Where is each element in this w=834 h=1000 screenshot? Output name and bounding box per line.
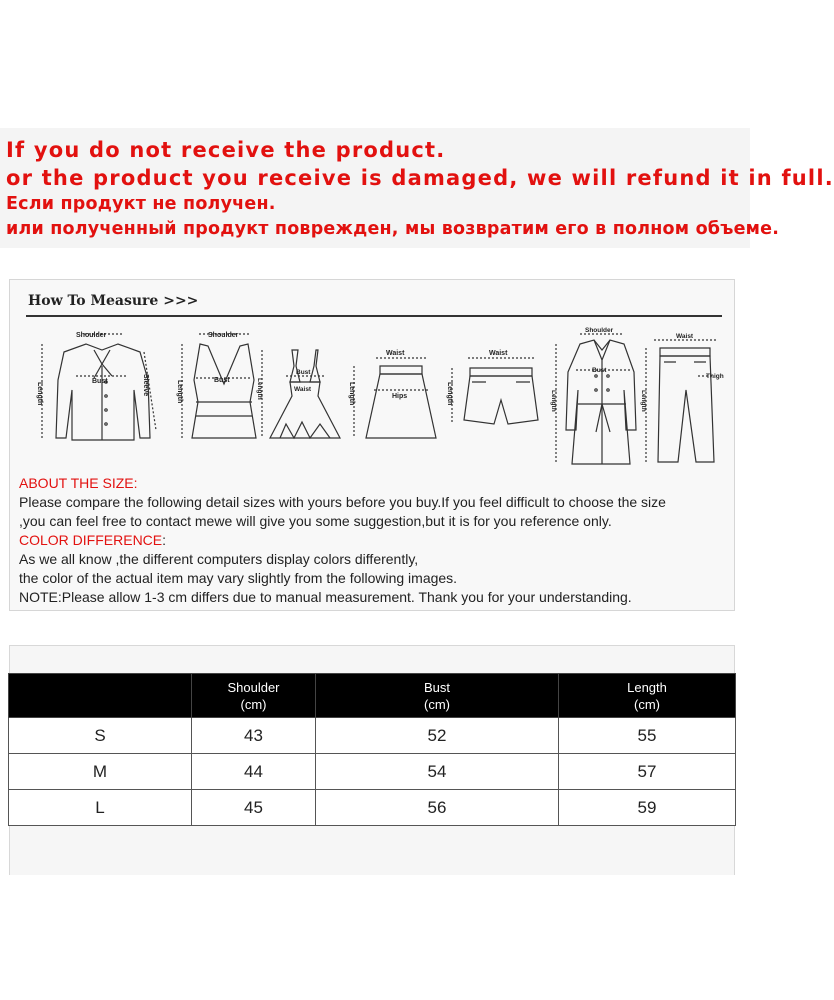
- refund-line-2: or the product you receive is damaged, we will refund it in full.: [6, 166, 834, 190]
- label-length-1: Length: [36, 382, 43, 406]
- label-shoulder-1: Shoulder: [76, 332, 107, 339]
- color-text-1: As we all know ,the different computers display colors differently,: [19, 551, 419, 567]
- about-size-heading: ABOUT THE SIZE:: [19, 475, 138, 491]
- size-cell: M: [9, 754, 192, 790]
- label-length-2: Length: [176, 380, 183, 404]
- label-hips-4: Hips: [392, 393, 408, 400]
- table-row: [9, 718, 736, 754]
- label-bust-2: Bust: [214, 377, 230, 384]
- label-length-3: Length: [256, 378, 263, 400]
- color-difference-colon: :: [162, 532, 167, 548]
- length-cell: 57: [559, 754, 736, 790]
- title-divider: [26, 315, 722, 317]
- top-figure: [182, 334, 256, 438]
- label-waist-5: Waist: [489, 350, 508, 357]
- label-shoulder-6: Shoulder: [585, 327, 614, 334]
- label-waist-7: Waist: [676, 333, 694, 340]
- trousers-figure: [646, 340, 716, 462]
- header-bust: Bust (cm): [316, 674, 559, 718]
- refund-notice: [0, 128, 834, 248]
- blouse-figure: [42, 334, 156, 440]
- label-waist-3: Waist: [294, 386, 312, 393]
- measurement-note: NOTE:Please allow 1-3 cm differs due to manual measurement. Thank you for your understanding.: [19, 589, 632, 605]
- label-thigh-7: Thigh: [706, 373, 724, 380]
- refund-line-1: If you do not receive the product.: [6, 138, 446, 162]
- size-table: [8, 673, 736, 826]
- bust-cell: 52: [316, 718, 559, 754]
- shorts-figure: [452, 358, 538, 424]
- header-size: [9, 674, 192, 718]
- table-row: [9, 754, 736, 790]
- header-length: Length (cm): [559, 674, 736, 718]
- shoulder-cell: 45: [192, 790, 316, 826]
- label-bust-3: Bust: [296, 369, 311, 376]
- label-length-4: Length: [348, 382, 355, 406]
- dress-figure: [262, 350, 340, 438]
- label-length-5: Length: [446, 382, 453, 406]
- shoulder-cell: 44: [192, 754, 316, 790]
- color-difference-label: COLOR DIFFERENCE: [19, 532, 163, 548]
- label-shoulder-2: Shoulder: [208, 332, 239, 339]
- about-size-text-2: ,you can feel free to contact mewe will give you some suggestion,but it is for you reference only.: [19, 513, 612, 529]
- about-size-text-1: Please compare the following detail sizes with yours before you buy.If you feel difficult to choose the size: [19, 494, 666, 510]
- header-shoulder: Shoulder (cm): [192, 674, 316, 718]
- size-cell: S: [9, 718, 192, 754]
- size-notes: [19, 474, 734, 607]
- label-bust-1: Bust: [92, 378, 108, 385]
- table-row: [9, 790, 736, 826]
- coat-figure: [556, 334, 636, 464]
- size-cell: L: [9, 790, 192, 826]
- label-bust-6: Bust: [592, 367, 607, 374]
- length-cell: 55: [559, 718, 736, 754]
- bust-cell: 56: [316, 790, 559, 826]
- how-to-measure-panel: [9, 279, 735, 611]
- label-waist-4: Waist: [386, 350, 405, 357]
- size-table-header: [9, 674, 736, 718]
- refund-line-3: Если продукт не получен.: [6, 194, 276, 214]
- shoulder-cell: 43: [192, 718, 316, 754]
- color-difference-heading: [19, 531, 734, 550]
- refund-line-4: или полученный продукт поврежден, мы возвратим его в полном объеме.: [6, 219, 780, 239]
- how-to-measure-title: How To Measure >>>: [28, 293, 199, 309]
- measurement-illustrations: [24, 320, 724, 468]
- color-text-2: the color of the actual item may vary slightly from the following images.: [19, 570, 458, 586]
- label-length-6: Length: [550, 390, 557, 412]
- length-cell: 59: [559, 790, 736, 826]
- bust-cell: 54: [316, 754, 559, 790]
- label-length-7: Length: [640, 390, 647, 412]
- label-sleeve-1: Sleeve: [142, 374, 149, 397]
